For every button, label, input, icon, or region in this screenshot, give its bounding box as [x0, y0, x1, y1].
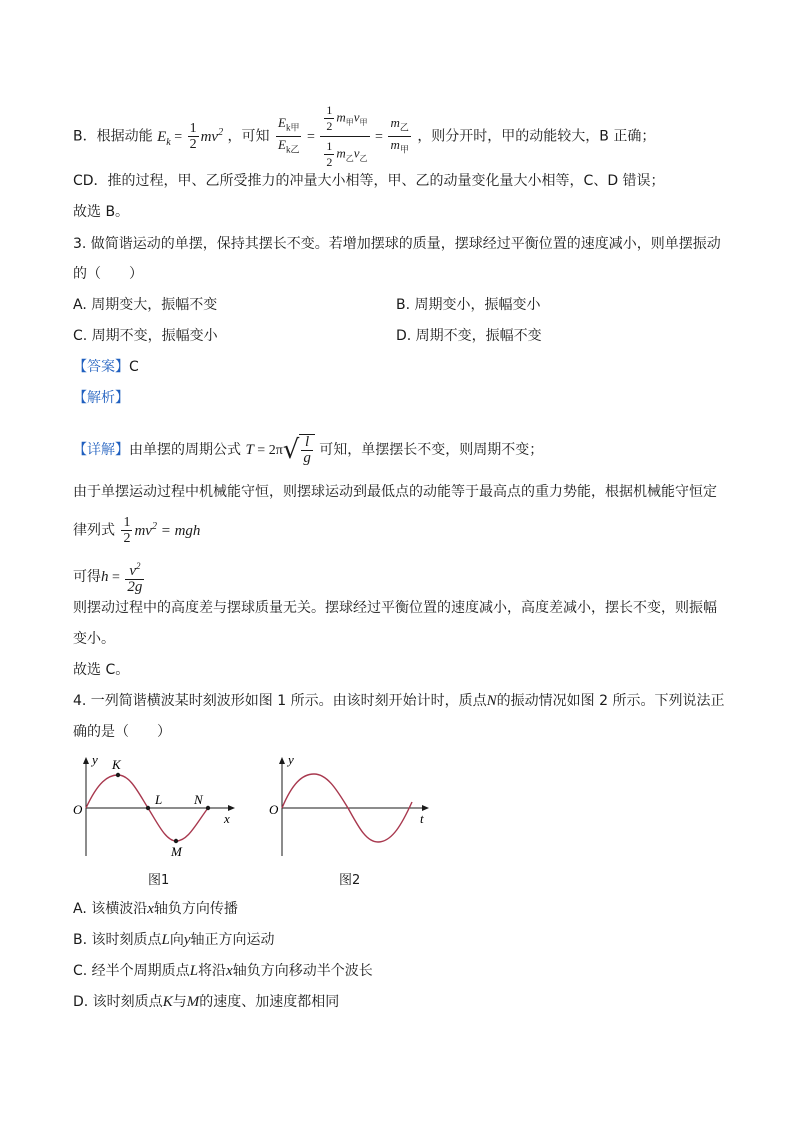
ek-symbol: $E_k$: [157, 128, 171, 148]
mv: $mv^2$: [200, 126, 224, 145]
point-k-dot: [116, 773, 120, 777]
q3-analysis-tag: 【解析】: [73, 390, 129, 406]
figure-1-waveform: [70, 752, 245, 872]
equals: =: [108, 570, 124, 585]
q4-stem-line2: 确的是（ ）: [73, 724, 171, 740]
text: 的振动情况如图 2 所示。下列说法正: [496, 693, 725, 709]
t-label: t: [420, 811, 424, 826]
q3-stem-line1: 3. 做简谐运动的单摆，保持其摆长不变。若增加摆球的质量，摆球经过平衡位置的速度减小，则单摆振动: [73, 236, 721, 252]
q3-option-a[interactable]: A. 周期变大，振幅不变: [73, 297, 218, 313]
choose-b: 故选 B。: [73, 204, 130, 220]
equals: =: [371, 129, 387, 145]
text: 律列式: [73, 522, 115, 539]
text: 可知，单摆摆长不变，则周期不变；: [319, 442, 544, 458]
sqrt-l-over-g: √ $\frac{l}{g}$: [283, 434, 315, 466]
q3-option-c[interactable]: C. 周期不变，振幅变小: [73, 328, 218, 344]
point-m-dot: [174, 839, 178, 843]
point-l-dot: [146, 806, 150, 810]
q3-detail-line6: 变小。: [73, 631, 115, 647]
m-label: M: [171, 844, 182, 859]
y-axis-arrow: [83, 757, 89, 764]
q4-option-d[interactable]: D. 该时刻质点K与M的速度、加速度都相同: [73, 994, 340, 1010]
figure-2-vibration: [266, 752, 436, 862]
q3-choose: 故选 C。: [73, 662, 130, 678]
x-label: x: [224, 811, 230, 826]
answer-value: C: [129, 359, 139, 375]
l-label: L: [155, 792, 163, 807]
mass-ratio: $\frac{m_乙}{m_甲}$: [390, 115, 409, 155]
answer-tag: 【答案】: [73, 359, 129, 375]
figure-1-caption: 图1: [148, 873, 170, 888]
energy-ratio: $\frac{E_{k甲}}{E_{k乙}}$: [278, 115, 300, 155]
origin-label: O: [73, 802, 83, 817]
text: 4. 一列简谐横波某时刻波形如图 1 所示。由该时刻开始计时，质点: [73, 693, 487, 709]
q3-option-b[interactable]: B. 周期变小，振幅变小: [396, 297, 541, 313]
equals: =: [170, 129, 186, 145]
q4-stem-line1: [73, 691, 724, 711]
q3-detail-line1: [73, 434, 543, 466]
option-b-explanation: [73, 103, 655, 170]
n-label: N: [194, 792, 203, 807]
q3-detail-line4: [73, 559, 146, 595]
h-fraction: $\frac{v^2}{2g}$: [127, 561, 143, 595]
text: ，可知: [227, 128, 270, 145]
equals: =: [303, 129, 319, 145]
point-n-dot: [206, 806, 210, 810]
q3-detail-line3: [73, 515, 200, 546]
q3-answer: [73, 357, 139, 377]
q4-option-c[interactable]: C. 经半个周期质点L将沿x轴负方向移动半个波长: [73, 963, 373, 979]
text: B．根据动能: [73, 128, 153, 145]
q3-detail-line2: 由于单摆运动过程中机械能守恒，则摆球运动到最低点的动能等于最高点的重力势能，根据机械能守恒定: [73, 484, 717, 500]
text: 可得: [73, 569, 101, 585]
kinetic-ratio: $\frac{1}{2}$ $m_甲v_甲$ $\frac{1}{2}$ $m_乙v_乙$: [320, 103, 369, 170]
q4-option-b[interactable]: B. 该时刻质点L向y轴正方向运动: [73, 932, 275, 948]
half-fraction: $\frac{1}{2}$: [189, 121, 197, 152]
text: ，则分开时，甲的动能较大，B 正确；: [417, 128, 656, 145]
period-symbol: T: [245, 442, 254, 458]
q3-detail-line5: 则摆动过程中的高度差与摆球质量无关。摆球经过平衡位置的速度减小，高度差减小，摆长不变，则振幅: [73, 600, 717, 616]
q4-option-a[interactable]: A. 该横波沿x轴负方向传播: [73, 901, 238, 917]
equals: = 2π: [253, 443, 283, 458]
half-fraction: $\frac{1}{2}$: [123, 515, 131, 546]
y-axis-arrow: [279, 757, 285, 764]
option-cd-explanation: CD．推的过程，甲、乙所受推力的冲量大小相等，甲、乙的动量变化量大小相等，C、D 错误；: [73, 173, 665, 189]
detail-tag: 【详解】: [73, 442, 129, 458]
q3-option-d[interactable]: D. 周期不变，振幅不变: [396, 328, 542, 344]
text: 由单摆的周期公式: [129, 442, 241, 458]
energy-equation: $mv^2$ = mgh: [134, 520, 201, 539]
y-label: y: [288, 752, 294, 767]
h-symbol: h: [101, 569, 109, 585]
q3-stem-line2: 的（ ）: [73, 266, 143, 282]
y-label: y: [92, 752, 98, 767]
point-n: N: [486, 693, 497, 709]
figure-2-caption: 图2: [339, 873, 361, 888]
origin-label: O: [269, 802, 279, 817]
k-label: K: [112, 757, 121, 772]
